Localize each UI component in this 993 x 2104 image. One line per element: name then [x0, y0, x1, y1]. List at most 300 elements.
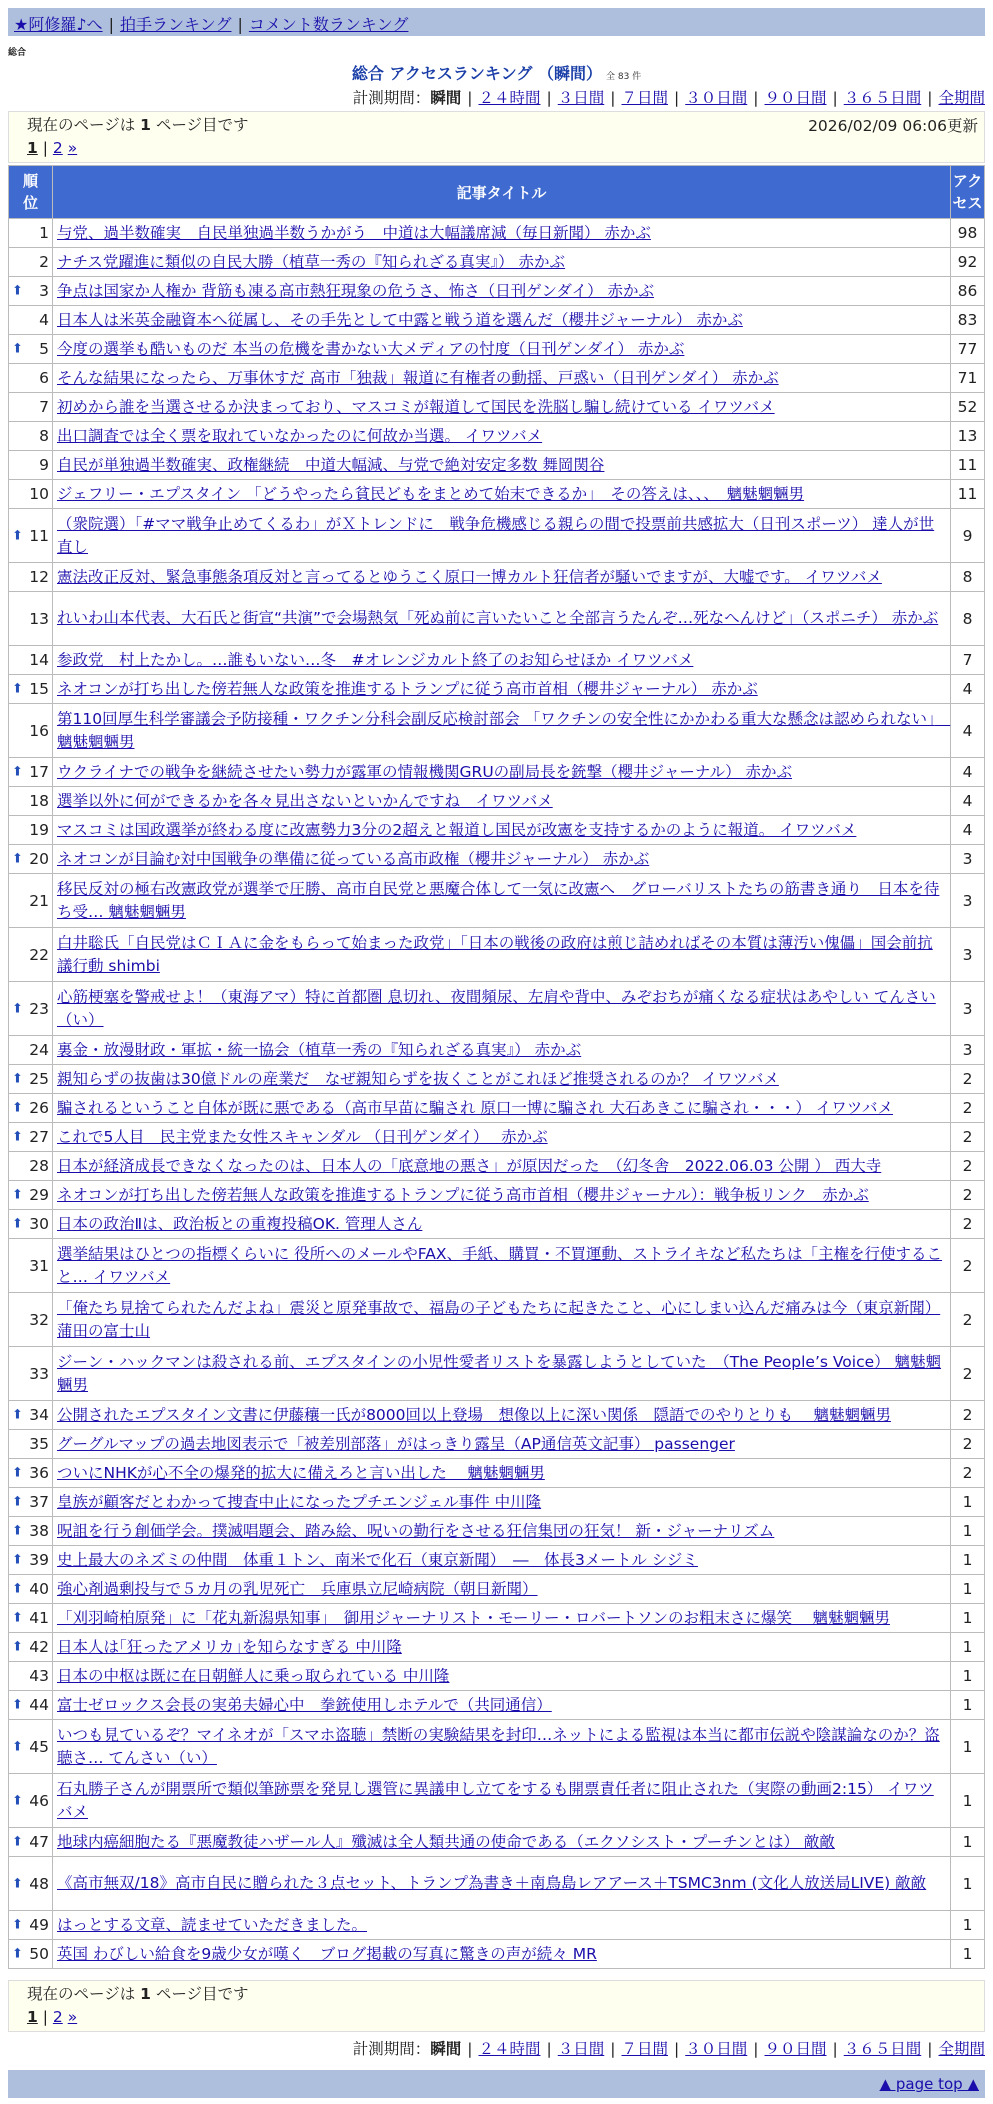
- article-link[interactable]: 選挙以外に何ができるかを各々見出さないといかんですね イワツバメ: [57, 791, 553, 810]
- title-cell: [53, 451, 951, 480]
- rank-number: 25: [29, 1070, 49, 1088]
- article-link[interactable]: ネオコンが打ち出した傍若無人な政策を推進するトランプに従う高市首相（櫻井ジャーナル）：戦争板リンク 赤かぶ: [57, 1185, 869, 1204]
- title-cell: [53, 928, 951, 982]
- arrow-up-icon: ⬆: [12, 1071, 23, 1087]
- rank-number: 33: [29, 1364, 49, 1383]
- article-link[interactable]: はっとする文章、読ませていただきました。: [57, 1915, 368, 1934]
- article-link[interactable]: 英国 わびしい給食を9歳少女が嘆く ブログ掲載の写真に驚きの声が続々 MR: [57, 1944, 597, 1963]
- page-info-bottom: [8, 1980, 985, 2032]
- article-link[interactable]: ネオコンが打ち出した傍若無人な政策を推進するトランプに従う高市首相（櫻井ジャーナル） 赤かぶ: [57, 679, 758, 698]
- pager-next[interactable]: »: [67, 2008, 78, 2026]
- access-count: 2: [951, 1430, 985, 1459]
- table-row: [9, 248, 985, 277]
- period-selector: [353, 86, 985, 108]
- title-cell: [53, 1347, 951, 1401]
- access-count: 3: [951, 928, 985, 982]
- table-row: [9, 1774, 985, 1828]
- rank-cell: [9, 1633, 53, 1662]
- rank-number: 47: [29, 1833, 49, 1851]
- article-link[interactable]: ウクライナでの戦争を継続させたい勢力が露軍の情報機関GRUの副局長を銃撃（櫻井ジャーナル） 赤かぶ: [57, 762, 793, 781]
- table-row: [9, 277, 985, 306]
- pager-page-2[interactable]: 2: [52, 2008, 63, 2026]
- title-cell: [53, 277, 951, 306]
- arrow-up-icon: ⬆: [12, 1552, 23, 1568]
- article-link[interactable]: グーグルマップの過去地図表示で「被差別部落」がはっきり露呈（AP通信英文記事） passenger: [57, 1434, 735, 1453]
- title-cell: [53, 480, 951, 509]
- rank-number: 15: [29, 680, 49, 698]
- access-count: 13: [951, 422, 985, 451]
- access-count: 1: [951, 1575, 985, 1604]
- title-cell: [53, 982, 951, 1036]
- title-cell: [53, 845, 951, 874]
- title-cell: [53, 874, 951, 928]
- title-cell: [53, 1774, 951, 1828]
- table-row: [9, 1239, 985, 1293]
- title-cell: [53, 364, 951, 393]
- article-link[interactable]: 日本の政治Ⅱは、政治板との重複投稿OK. 管理人さん: [57, 1214, 423, 1233]
- article-link[interactable]: 出口調査では全く票を取れていなかったのに何故か当選。 イワツバメ: [57, 426, 543, 445]
- access-count: 2: [951, 1401, 985, 1430]
- article-link[interactable]: ついにNHKが心不全の爆発的拡大に備えろと言い出した 魑魅魍魎男: [57, 1463, 545, 1482]
- rank-number: 46: [29, 1791, 49, 1810]
- rank-number: 22: [29, 945, 49, 964]
- title-cell: [53, 1239, 951, 1293]
- article-link[interactable]: 「刈羽崎柏原発」に「花丸新潟県知事」 御用ジャーナリスト・モーリー・ロバートソンのお粗末さに爆笑 魑魅魍魎男: [57, 1608, 890, 1627]
- link-asyura-home[interactable]: ★阿修羅♪へ: [14, 15, 103, 34]
- access-count: 1: [951, 1604, 985, 1633]
- title-cell: [53, 306, 951, 335]
- header-count: [951, 166, 985, 219]
- table-row: [9, 646, 985, 675]
- period-link[interactable]: ３０日間: [685, 89, 748, 107]
- arrow-up-icon: ⬆: [12, 528, 23, 543]
- rank-number: 6: [39, 369, 49, 387]
- table-row: [9, 787, 985, 816]
- arrow-up-icon: ⬆: [12, 1494, 23, 1510]
- access-count: 2: [951, 1459, 985, 1488]
- rank-number: 39: [29, 1551, 49, 1569]
- access-count: 1: [951, 1662, 985, 1691]
- rank-cell: [9, 1575, 53, 1604]
- arrow-up-icon: ⬆: [12, 1793, 23, 1808]
- access-count: 3: [951, 982, 985, 1036]
- table-row: [9, 1065, 985, 1094]
- title-cell: [53, 1517, 951, 1546]
- rank-number: 24: [29, 1041, 49, 1059]
- rank-cell: [9, 1210, 53, 1239]
- period-link[interactable]: ７日間: [621, 89, 668, 107]
- rank-cell: [9, 1036, 53, 1065]
- article-link[interactable]: 《高市無双/18》高市自民に贈られた３点セット、トランプ為書き＋南鳥島レアアース＋TSMC3nm (文化人放送局LIVE) 敵敵: [57, 1874, 927, 1892]
- rank-number: 34: [29, 1406, 49, 1424]
- arrow-up-icon: ⬆: [12, 1946, 23, 1962]
- title-cell: [53, 1662, 951, 1691]
- link-clap-ranking[interactable]: 拍手ランキング: [119, 15, 232, 34]
- rank-number: 20: [29, 850, 49, 868]
- access-count: 1: [951, 1828, 985, 1857]
- access-count: 4: [951, 816, 985, 845]
- arrow-up-icon: ⬆: [12, 341, 23, 357]
- table-row: [9, 845, 985, 874]
- arrow-up-icon: ⬆: [12, 1610, 23, 1626]
- table-row: [9, 1488, 985, 1517]
- rank-cell: [9, 928, 53, 982]
- title-cell: [53, 1430, 951, 1459]
- rank-number: 35: [29, 1435, 49, 1453]
- table-row: [9, 1094, 985, 1123]
- article-link[interactable]: 親知らずの抜歯は30億ドルの産業だ なぜ親知らずを抜くことがこれほど推奨されるのか？ イワツバメ: [57, 1069, 779, 1088]
- pager-next[interactable]: »: [67, 139, 78, 157]
- table-row: [9, 219, 985, 248]
- access-count: 3: [951, 1036, 985, 1065]
- rank-cell: [9, 277, 53, 306]
- access-count: 71: [951, 364, 985, 393]
- article-link[interactable]: ジーン・ハックマンは殺される前、エプスタインの小児性愛者リストを暴露しようとしていた （The People’s Voice） 魑魅魍魎男: [57, 1352, 942, 1394]
- rank-cell: [9, 1604, 53, 1633]
- rank-cell: [9, 646, 53, 675]
- article-link[interactable]: いつも見ているぞ？マイネオが「スマホ盗聴」禁断の実験結果を封印…ネットによる監視は本当に都市伝説や陰謀論なのか？盗聴さ… てんさい（い）: [57, 1725, 940, 1767]
- rank-cell: [9, 335, 53, 364]
- access-count: 2: [951, 1065, 985, 1094]
- arrow-up-icon: ⬆: [12, 1523, 23, 1539]
- table-row: [9, 1662, 985, 1691]
- period-separator: |: [610, 2040, 616, 2058]
- table-row: [9, 816, 985, 845]
- period-link[interactable]: ３６５日間: [843, 2040, 922, 2058]
- rank-cell: [9, 592, 53, 646]
- title-cell: [53, 1181, 951, 1210]
- period-separator: |: [832, 89, 838, 107]
- access-count: 2: [951, 1347, 985, 1401]
- pagination: [27, 2005, 966, 2029]
- rank-cell: [9, 1720, 53, 1774]
- access-count: 2: [951, 1181, 985, 1210]
- article-link[interactable]: 自民が単独過半数確実、政権継続 中道大幅減、与党で絶対安定多数 舞岡関谷: [57, 455, 605, 474]
- article-link[interactable]: ネオコンが目論む対中国戦争の準備に従っている高市政権（櫻井ジャーナル） 赤かぶ: [57, 849, 650, 868]
- article-link[interactable]: 今度の選挙も酷いものだ 本当の危機を書かない大メディアの忖度（日刊ゲンダイ） 赤かぶ: [57, 339, 685, 358]
- arrow-up-icon: ⬆: [12, 1917, 23, 1933]
- rank-number: 3: [39, 282, 49, 300]
- page-info-top: [8, 111, 985, 163]
- table-row: [9, 1401, 985, 1430]
- header-title: 記事タイトル: [53, 166, 951, 219]
- title-cell: [53, 1094, 951, 1123]
- access-count: 83: [951, 306, 985, 335]
- article-link[interactable]: 第110回厚生科学審議会予防接種・ワクチン分科会副反応検討部会 「ワクチンの安全性にかかわる重大な懸念は認められない」 魑魅魍魎男: [57, 709, 951, 751]
- title-cell: [53, 1459, 951, 1488]
- article-link[interactable]: 皇族が顧客だとわかって捜査中止になったプチエンジェル事件 中川隆: [57, 1492, 542, 1511]
- access-count: 1: [951, 1488, 985, 1517]
- arrow-up-icon: ⬆: [12, 1876, 23, 1891]
- table-row: [9, 1691, 985, 1720]
- access-count: 1: [951, 1633, 985, 1662]
- access-count: 2: [951, 1152, 985, 1181]
- table-row: [9, 1604, 985, 1633]
- access-count: 2: [951, 1239, 985, 1293]
- rank-cell: [9, 248, 53, 277]
- title-cell: [53, 1633, 951, 1662]
- rank-number: 48: [29, 1874, 49, 1893]
- arrow-up-icon: ⬆: [12, 764, 23, 780]
- pager-current: 1: [27, 2008, 38, 2026]
- rank-number: 28: [29, 1157, 49, 1175]
- access-count: 2: [951, 1293, 985, 1347]
- access-count: 1: [951, 1911, 985, 1940]
- rank-cell: [9, 1347, 53, 1401]
- rank-cell: [9, 1517, 53, 1546]
- period-link[interactable]: 全期間: [938, 2040, 985, 2058]
- access-count: 1: [951, 1720, 985, 1774]
- title-cell: [53, 1575, 951, 1604]
- rank-cell: [9, 563, 53, 592]
- rank-cell: [9, 1546, 53, 1575]
- article-link[interactable]: そんな結果になったら、万事休すだ 高市「独裁」報道に有権者の動揺、戸惑い（日刊ゲンダイ） 赤かぶ: [57, 368, 779, 387]
- period-link[interactable]: 全期間: [938, 89, 985, 107]
- title-cell: [53, 219, 951, 248]
- rank-cell: [9, 1459, 53, 1488]
- rank-cell: [9, 1857, 53, 1911]
- article-link[interactable]: 心筋梗塞を警戒せよ！（東海アマ）特に首都圏 息切れ、夜間頻尿、左肩や背中、みぞおちが痛くなる症状はあやしい てんさい（い）: [57, 987, 936, 1029]
- period-separator: |: [927, 2040, 933, 2058]
- period-separator: |: [674, 89, 680, 107]
- article-link[interactable]: 争点は国家か人権か 背筋も凍る高市熱狂現象の危うさ、怖さ（日刊ゲンダイ） 赤かぶ: [57, 281, 654, 300]
- rank-cell: [9, 451, 53, 480]
- article-link[interactable]: 石丸勝子さんが開票所で類似筆跡票を発見し選管に異議申し立てをするも開票責任者に阻止された（実際の動画2:15） イワツバメ: [57, 1779, 934, 1821]
- rank-number: 42: [29, 1638, 49, 1656]
- period-separator: |: [467, 89, 473, 107]
- rank-cell: [9, 1123, 53, 1152]
- access-count: 4: [951, 704, 985, 758]
- access-count: 1: [951, 1546, 985, 1575]
- rank-cell: [9, 1239, 53, 1293]
- table-row: [9, 1347, 985, 1401]
- article-link[interactable]: 日本人は米英金融資本へ従属し、その手先として中露と戦う道を選んだ（櫻井ジャーナル） 赤かぶ: [57, 310, 743, 329]
- article-link[interactable]: れいわ山本代表、大石氏と街宣“共演”で会場熱気「死ぬ前に言いたいこと全部言うたんぞ…死なへんけど」（スポニチ） 赤かぶ: [57, 609, 939, 627]
- article-link[interactable]: 日本人は｢狂ったアメリカ｣を知らなすぎる 中川隆: [57, 1637, 402, 1656]
- table-row: [9, 1430, 985, 1459]
- rank-number: 13: [29, 609, 49, 628]
- article-link[interactable]: 公開されたエプスタイン文書に伊藤穰一氏が8000回以上登場 想像以上に深い関係 隠語でのやりとりも 魑魅魍魎男: [57, 1405, 891, 1424]
- title-cell: [53, 704, 951, 758]
- rank-cell: [9, 393, 53, 422]
- article-link[interactable]: ナチス党躍進に類似の自民大勝（植草一秀の『知られざる真実』） 赤かぶ: [57, 252, 566, 271]
- period-separator: |: [546, 2040, 552, 2058]
- title-cell: [53, 592, 951, 646]
- arrow-up-icon: ⬆: [12, 1001, 23, 1016]
- article-link[interactable]: 富士ゼロックス会長の実弟夫婦心中 拳銃使用しホテルで（共同通信）: [57, 1695, 552, 1714]
- article-link[interactable]: （衆院選）「#ママ戦争止めてくるわ」がＸトレンドに 戦争危機感じる親らの間で投票前共感拡大（日刊スポーツ） 達人が世直し: [57, 514, 935, 556]
- link-comment-ranking[interactable]: コメント数ランキング: [248, 15, 409, 34]
- rank-number: 36: [29, 1464, 49, 1482]
- title-cell: [53, 248, 951, 277]
- article-link[interactable]: 呪詛を行う創価学会。撲滅唱題会、踏み絵、呪いの勤行をさせる狂信集団の狂気！ 新・ジャーナリズム: [57, 1521, 775, 1540]
- pager-page-2[interactable]: 2: [52, 139, 63, 157]
- rank-cell: [9, 1940, 53, 1969]
- rank-cell: [9, 1691, 53, 1720]
- access-count: 2: [951, 1094, 985, 1123]
- rank-cell: [9, 1774, 53, 1828]
- period-separator: |: [832, 2040, 838, 2058]
- article-link[interactable]: ジェフリー・エプスタイン 「どうやったら貧民どもをまとめて始末できるか」 その答えは、、、 魑魅魍魎男: [57, 484, 805, 503]
- table-row: [9, 758, 985, 787]
- article-link[interactable]: 参政党 村上たかし。…誰もいない…冬 #オレンジカルト終了のお知らせほか イワツバメ: [57, 650, 694, 669]
- arrow-up-icon: ⬆: [12, 1581, 23, 1597]
- article-link[interactable]: 初めから誰を当選させるか決まっており、マスコミが報道して国民を洗脳し騙し続けている イワツバメ: [57, 397, 775, 416]
- updated-time: 2026/02/09 06:06更新: [808, 117, 978, 135]
- table-row: [9, 480, 985, 509]
- period-link[interactable]: ３６５日間: [843, 89, 922, 107]
- rank-number: 31: [29, 1256, 49, 1275]
- access-count: 1: [951, 1691, 985, 1720]
- arrow-up-icon: ⬆: [12, 681, 23, 697]
- article-link[interactable]: 騙されるということ自体が既に悪である（高市早苗に騙され 原口一博に騙され 大石あきこに騙され・・・） イワツバメ: [57, 1098, 893, 1117]
- rank-number: 14: [29, 651, 49, 669]
- article-link[interactable]: 日本の中枢は既に在日朝鮮人に乗っ取られている 中川隆: [57, 1666, 450, 1685]
- rank-cell: [9, 422, 53, 451]
- access-count: 1: [951, 1517, 985, 1546]
- access-count: 1: [951, 1940, 985, 1969]
- rank-cell: [9, 982, 53, 1036]
- period-separator: |: [467, 2040, 473, 2058]
- arrow-up-icon: ⬆: [12, 851, 23, 867]
- rank-cell: [9, 480, 53, 509]
- bottom-bar: [8, 2070, 985, 2098]
- article-link[interactable]: 移民反対の極右改憲政党が選挙で圧勝、高市自民党と悪魔合体して一気に改憲へ グローバリストたちの筋書き通り 日本を待ち受… 魑魅魍魎男: [57, 879, 940, 921]
- arrow-up-icon: ⬆: [12, 1465, 23, 1481]
- rank-number: 5: [39, 340, 49, 358]
- article-link[interactable]: 「俺たち見捨てられたんだよね」震災と原発事故で、福島の子どもたちに起きたこと、心にしまい込んだ痛みは今（東京新聞） 蒲田の富士山: [57, 1298, 941, 1340]
- access-count: 4: [951, 675, 985, 704]
- access-count: 8: [951, 563, 985, 592]
- rank-cell: [9, 1152, 53, 1181]
- arrow-up-icon: ⬆: [12, 1739, 23, 1754]
- table-row: [9, 1181, 985, 1210]
- arrow-up-icon: ⬆: [12, 1100, 23, 1116]
- table-row: [9, 592, 985, 646]
- table-row: [9, 1857, 985, 1911]
- pager-current: 1: [27, 139, 38, 157]
- header-rank-char: 順: [22, 172, 38, 190]
- period-link[interactable]: ９０日間: [764, 89, 827, 107]
- article-link[interactable]: 選挙結果はひとつの指標くらいに 役所へのメールやFAX、手紙、購買・不買運動、ストライキなど私たちは「主権を行使すること… イワツバメ: [57, 1244, 943, 1286]
- current-page-number: 1: [140, 1985, 151, 2003]
- arrow-up-icon: ⬆: [12, 1697, 23, 1713]
- arrow-up-icon: ⬆: [12, 1216, 23, 1232]
- table-row: [9, 982, 985, 1036]
- title-cell: [53, 1546, 951, 1575]
- title-cell: [53, 393, 951, 422]
- rank-number: 18: [29, 792, 49, 810]
- period-selector-bottom: [353, 2037, 985, 2059]
- period-separator: |: [753, 2040, 759, 2058]
- period-link[interactable]: ３０日間: [685, 2040, 748, 2058]
- title-cell: [53, 1036, 951, 1065]
- rank-cell: [9, 1828, 53, 1857]
- rank-number: 8: [39, 427, 49, 445]
- period-link[interactable]: ９０日間: [764, 2040, 827, 2058]
- period-link[interactable]: ２４時間: [478, 2040, 541, 2058]
- rank-number: 1: [39, 224, 49, 242]
- period-separator: |: [546, 89, 552, 107]
- access-count: 4: [951, 787, 985, 816]
- page-top-link[interactable]: ▲ page top ▲: [879, 2075, 979, 2093]
- top-nav: [8, 8, 985, 36]
- total-count: 全 83 件: [606, 72, 642, 82]
- page-prefix: 現在のページは: [27, 1985, 141, 2003]
- table-row: [9, 704, 985, 758]
- rank-cell: [9, 306, 53, 335]
- rank-number: 4: [39, 311, 49, 329]
- title-cell: [53, 675, 951, 704]
- access-count: 98: [951, 219, 985, 248]
- access-count: 3: [951, 874, 985, 928]
- article-link[interactable]: マスコミは国政選挙が終わる度に改憲勢力3分の2超えと報道し国民が改憲を支持するかのように報道。 イワツバメ: [57, 820, 857, 839]
- title-cell: [53, 1293, 951, 1347]
- title-cell: [53, 1065, 951, 1094]
- title-cell: [53, 563, 951, 592]
- title-cell: [53, 1857, 951, 1911]
- rank-number: 30: [29, 1215, 49, 1233]
- access-count: 3: [951, 845, 985, 874]
- access-count: 9: [951, 509, 985, 563]
- header-rank: [9, 166, 53, 219]
- article-link[interactable]: 史上最大のネズミの仲間 体重１トン、南米で化石（東京新聞） ― 体長3メートル シジミ: [57, 1550, 698, 1569]
- article-link[interactable]: 憲法改正反対、緊急事態条項反対と言ってるとゆうこく原口一博カルト狂信者が騒いでますが、大嘘です。 イワツバメ: [57, 567, 882, 586]
- access-count: 11: [951, 480, 985, 509]
- access-count: 1: [951, 1774, 985, 1828]
- table-header-row: [9, 166, 985, 219]
- article-link[interactable]: これで5人目 民主党また女性スキャンダル （日刊ゲンダイ） 赤かぶ: [57, 1127, 548, 1146]
- period-separator: |: [610, 89, 616, 107]
- article-link[interactable]: 裏金・放漫財政・軍拡・統一協会（植草一秀の『知られざる真実』） 赤かぶ: [57, 1040, 582, 1059]
- period-link[interactable]: ３日間: [557, 2040, 605, 2058]
- rank-number: 11: [29, 526, 49, 545]
- article-link[interactable]: 日本が経済成長できなくなったのは、日本人の「底意地の悪さ」が原因だった （幻冬舎 2022.06.03 公開 ） 西大寺: [57, 1156, 882, 1175]
- period-link[interactable]: ２４時間: [478, 89, 541, 107]
- table-row: [9, 1459, 985, 1488]
- access-count: 2: [951, 1123, 985, 1152]
- article-link[interactable]: 強心剤過剰投与で５カ月の乳児死亡 兵庫県立尼崎病院（朝日新聞）: [57, 1579, 538, 1598]
- section-label: 総合: [8, 48, 27, 58]
- rank-number: 12: [29, 568, 49, 586]
- pager-separator: |: [37, 139, 53, 157]
- title-cell: [53, 1720, 951, 1774]
- title-cell: [53, 1911, 951, 1940]
- table-row: [9, 306, 985, 335]
- rank-cell: [9, 845, 53, 874]
- table-row: [9, 1152, 985, 1181]
- rank-cell: [9, 364, 53, 393]
- rank-number: 32: [29, 1310, 49, 1329]
- article-link[interactable]: 白井聡氏「自民党はＣＩＡに金をもらって始まった政党」「日本の戦後の政府は煎じ詰めればその本質は薄汚い傀儡」国会前抗議行動 shimbi: [57, 933, 933, 975]
- rank-cell: [9, 675, 53, 704]
- period-link[interactable]: ３日間: [557, 89, 605, 107]
- access-count: 7: [951, 646, 985, 675]
- period-link[interactable]: ７日間: [621, 2040, 668, 2058]
- table-row: [9, 675, 985, 704]
- table-row: [9, 364, 985, 393]
- rank-cell: [9, 1181, 53, 1210]
- period-separator: |: [674, 2040, 680, 2058]
- title-cell: [53, 1123, 951, 1152]
- rank-number: 10: [29, 485, 49, 503]
- article-link[interactable]: 与党、過半数確実 自民単独過半数うかがう 中道は大幅議席減（毎日新聞） 赤かぶ: [57, 223, 651, 242]
- period-separator: |: [927, 89, 933, 107]
- pager-separator: |: [37, 2008, 53, 2026]
- article-link[interactable]: 地球内癌細胞たる『悪魔教徒ハザール人』殲滅は全人類共通の使命である（エクソシスト・プーチンとは） 敵敵: [57, 1832, 835, 1851]
- page-status: [27, 1983, 966, 2005]
- arrow-up-icon: ⬆: [12, 1639, 23, 1655]
